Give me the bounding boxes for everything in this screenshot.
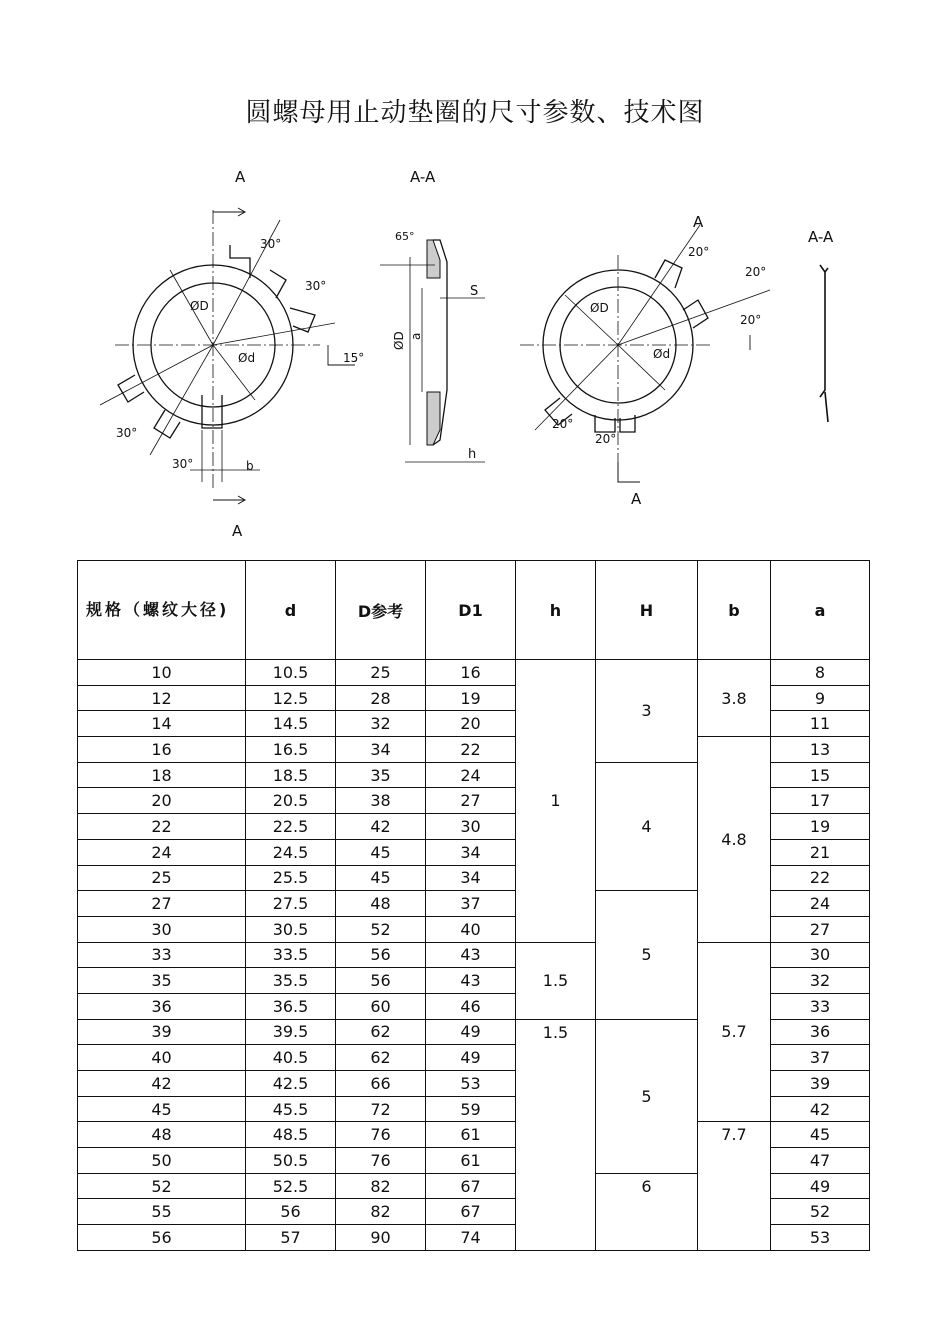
- cell-D: 76: [336, 1148, 426, 1174]
- angle-label: 30°: [305, 279, 327, 293]
- cell-D1: 16: [426, 660, 516, 686]
- cell-a: 42: [771, 1096, 870, 1122]
- inner-tab: [620, 415, 635, 432]
- cell-size: 25: [78, 865, 246, 891]
- cell-D1: 40: [426, 916, 516, 942]
- angle-label: 65°: [395, 230, 415, 243]
- cell-d: 25.5: [246, 865, 336, 891]
- angle-label: 20°: [552, 417, 574, 431]
- cell-D: 34: [336, 737, 426, 763]
- cell-d: 30.5: [246, 916, 336, 942]
- cell-a: 11: [771, 711, 870, 737]
- cell-b: 7.7: [698, 1122, 771, 1250]
- table-row: [78, 942, 870, 968]
- cell-d: 12.5: [246, 685, 336, 711]
- technical-drawing: [90, 160, 860, 545]
- front-view-left: [100, 168, 364, 540]
- cell-D: 48: [336, 891, 426, 917]
- tab-outline: [290, 308, 315, 332]
- cell-h: 1: [516, 660, 596, 943]
- cell-D: 62: [336, 1019, 426, 1045]
- cell-size: 39: [78, 1019, 246, 1045]
- cell-D1: 37: [426, 891, 516, 917]
- cell-H: 3: [596, 660, 698, 763]
- cell-D: 56: [336, 968, 426, 994]
- dimension-label: h: [468, 447, 477, 462]
- cell-a: 45: [771, 1122, 870, 1148]
- cell-D1: 43: [426, 942, 516, 968]
- cell-size: 45: [78, 1096, 246, 1122]
- cell-b: 5.7: [698, 942, 771, 1122]
- cell-D: 45: [336, 839, 426, 865]
- cell-a: 21: [771, 839, 870, 865]
- cell-a: 15: [771, 762, 870, 788]
- cell-size: 56: [78, 1225, 246, 1251]
- cell-D: 25: [336, 660, 426, 686]
- cell-h: 1.5: [516, 942, 596, 1019]
- cell-size: 18: [78, 762, 246, 788]
- section-label: A: [232, 522, 243, 540]
- table-header-row: [78, 561, 870, 660]
- cell-a: 47: [771, 1148, 870, 1174]
- section-label: A-A: [410, 168, 436, 186]
- cell-size: 12: [78, 685, 246, 711]
- col-header: a: [771, 561, 870, 660]
- cell-d: 45.5: [246, 1096, 336, 1122]
- col-header: D1: [426, 561, 516, 660]
- cell-D1: 67: [426, 1173, 516, 1199]
- cell-size: 35: [78, 968, 246, 994]
- cell-D1: 43: [426, 968, 516, 994]
- cell-d: 24.5: [246, 839, 336, 865]
- cell-d: 10.5: [246, 660, 336, 686]
- cell-D: 82: [336, 1173, 426, 1199]
- cell-D1: 67: [426, 1199, 516, 1225]
- cell-D1: 74: [426, 1225, 516, 1251]
- cell-D: 35: [336, 762, 426, 788]
- cell-d: 33.5: [246, 942, 336, 968]
- tab-outline: [270, 270, 286, 298]
- cell-size: 48: [78, 1122, 246, 1148]
- cell-size: 24: [78, 839, 246, 865]
- dimension-label: ØD: [190, 299, 209, 313]
- cell-d: 16.5: [246, 737, 336, 763]
- cell-D: 28: [336, 685, 426, 711]
- cell-D: 90: [336, 1225, 426, 1251]
- cell-a: 8: [771, 660, 870, 686]
- cell-d: 36.5: [246, 993, 336, 1019]
- cell-size: 33: [78, 942, 246, 968]
- cell-D: 66: [336, 1071, 426, 1097]
- cell-size: 42: [78, 1071, 246, 1097]
- cell-a: 36: [771, 1019, 870, 1045]
- cell-size: 36: [78, 993, 246, 1019]
- table-row: [78, 737, 870, 763]
- cell-D: 56: [336, 942, 426, 968]
- cell-a: 53: [771, 1225, 870, 1251]
- cell-a: 30: [771, 942, 870, 968]
- dimension-label: Ød: [238, 351, 256, 365]
- section-profile: [820, 265, 825, 397]
- cell-D: 82: [336, 1199, 426, 1225]
- cell-a: 32: [771, 968, 870, 994]
- cell-D1: 59: [426, 1096, 516, 1122]
- cell-D1: 61: [426, 1122, 516, 1148]
- cell-a: 13: [771, 737, 870, 763]
- cell-H: 5: [596, 1019, 698, 1173]
- cell-d: 42.5: [246, 1071, 336, 1097]
- dimension-label: S: [470, 284, 479, 299]
- cell-d: 18.5: [246, 762, 336, 788]
- cell-size: 55: [78, 1199, 246, 1225]
- cell-D: 45: [336, 865, 426, 891]
- cell-D1: 53: [426, 1071, 516, 1097]
- dimension-label: b: [246, 459, 254, 473]
- dimension-label: Ød: [653, 347, 671, 361]
- cell-d: 50.5: [246, 1148, 336, 1174]
- cell-size: 22: [78, 814, 246, 840]
- angle-label: 20°: [688, 245, 710, 259]
- cell-D: 32: [336, 711, 426, 737]
- dimension-label: ØD: [590, 301, 609, 315]
- cell-D1: 22: [426, 737, 516, 763]
- col-header: b: [698, 561, 771, 660]
- cell-a: 27: [771, 916, 870, 942]
- cell-size: 14: [78, 711, 246, 737]
- cell-a: 22: [771, 865, 870, 891]
- cell-D: 72: [336, 1096, 426, 1122]
- cell-D1: 30: [426, 814, 516, 840]
- cell-a: 19: [771, 814, 870, 840]
- cell-a: 9: [771, 685, 870, 711]
- cell-d: 52.5: [246, 1173, 336, 1199]
- cell-D1: 20: [426, 711, 516, 737]
- cell-d: 48.5: [246, 1122, 336, 1148]
- cell-D: 60: [336, 993, 426, 1019]
- cell-D: 38: [336, 788, 426, 814]
- cell-D1: 61: [426, 1148, 516, 1174]
- table-row: [78, 1122, 870, 1148]
- cell-D1: 46: [426, 993, 516, 1019]
- angle-label: 20°: [740, 313, 762, 327]
- section-label: A: [693, 213, 704, 231]
- cell-a: 52: [771, 1199, 870, 1225]
- tab-outline: [655, 260, 682, 288]
- col-header: 规格（螺纹大径): [78, 561, 246, 660]
- cell-a: 24: [771, 891, 870, 917]
- section-label: A: [631, 490, 642, 508]
- section-view-left: [380, 168, 485, 462]
- col-header: h: [516, 561, 596, 660]
- cell-H: 6: [596, 1173, 698, 1250]
- cell-size: 27: [78, 891, 246, 917]
- section-view-right: [808, 228, 834, 422]
- cell-D1: 49: [426, 1019, 516, 1045]
- cell-d: 27.5: [246, 891, 336, 917]
- cell-size: 52: [78, 1173, 246, 1199]
- cell-H: 5: [596, 891, 698, 1019]
- spec-table: [77, 560, 870, 1251]
- tab-outline: [154, 410, 180, 438]
- page-title: 圆螺母用止动垫圈的尺寸参数、技术图: [245, 98, 705, 128]
- col-header: d: [246, 561, 336, 660]
- angle-label: 30°: [116, 426, 138, 440]
- front-view-right: [520, 213, 770, 508]
- col-header: H: [596, 561, 698, 660]
- col-header: D参考: [336, 561, 426, 660]
- table-row: [78, 660, 870, 686]
- cell-D1: 19: [426, 685, 516, 711]
- cell-D1: 27: [426, 788, 516, 814]
- cell-size: 20: [78, 788, 246, 814]
- cell-d: 40.5: [246, 1045, 336, 1071]
- cell-size: 50: [78, 1148, 246, 1174]
- dimension-label: ØD: [392, 331, 406, 350]
- cell-size: 10: [78, 660, 246, 686]
- angle-label: 20°: [595, 432, 617, 446]
- cell-a: 39: [771, 1071, 870, 1097]
- cell-a: 49: [771, 1173, 870, 1199]
- cell-size: 30: [78, 916, 246, 942]
- cell-d: 56: [246, 1199, 336, 1225]
- cell-D1: 49: [426, 1045, 516, 1071]
- cell-H: 4: [596, 762, 698, 890]
- cell-D1: 24: [426, 762, 516, 788]
- cell-d: 14.5: [246, 711, 336, 737]
- cell-D1: 34: [426, 865, 516, 891]
- cell-D: 42: [336, 814, 426, 840]
- angle-label: 15°: [343, 351, 365, 365]
- angle-label: 20°: [745, 265, 767, 279]
- cell-a: 17: [771, 788, 870, 814]
- section-label: A-A: [808, 228, 834, 246]
- cell-D: 76: [336, 1122, 426, 1148]
- cell-a: 37: [771, 1045, 870, 1071]
- cell-d: 20.5: [246, 788, 336, 814]
- cell-D: 62: [336, 1045, 426, 1071]
- section-label: A: [235, 168, 246, 186]
- angle-label: 30°: [260, 237, 282, 251]
- cell-d: 39.5: [246, 1019, 336, 1045]
- cell-b: 3.8: [698, 660, 771, 737]
- cell-D: 52: [336, 916, 426, 942]
- cell-d: 22.5: [246, 814, 336, 840]
- cell-size: 16: [78, 737, 246, 763]
- cell-a: 33: [771, 993, 870, 1019]
- cell-h: 1.5: [516, 1019, 596, 1250]
- cell-d: 57: [246, 1225, 336, 1251]
- angle-label: 30°: [172, 457, 194, 471]
- cell-d: 35.5: [246, 968, 336, 994]
- dimension-label: a: [409, 332, 423, 340]
- cell-D1: 34: [426, 839, 516, 865]
- inner-tab: [202, 395, 222, 428]
- cell-size: 40: [78, 1045, 246, 1071]
- cell-b: 4.8: [698, 737, 771, 943]
